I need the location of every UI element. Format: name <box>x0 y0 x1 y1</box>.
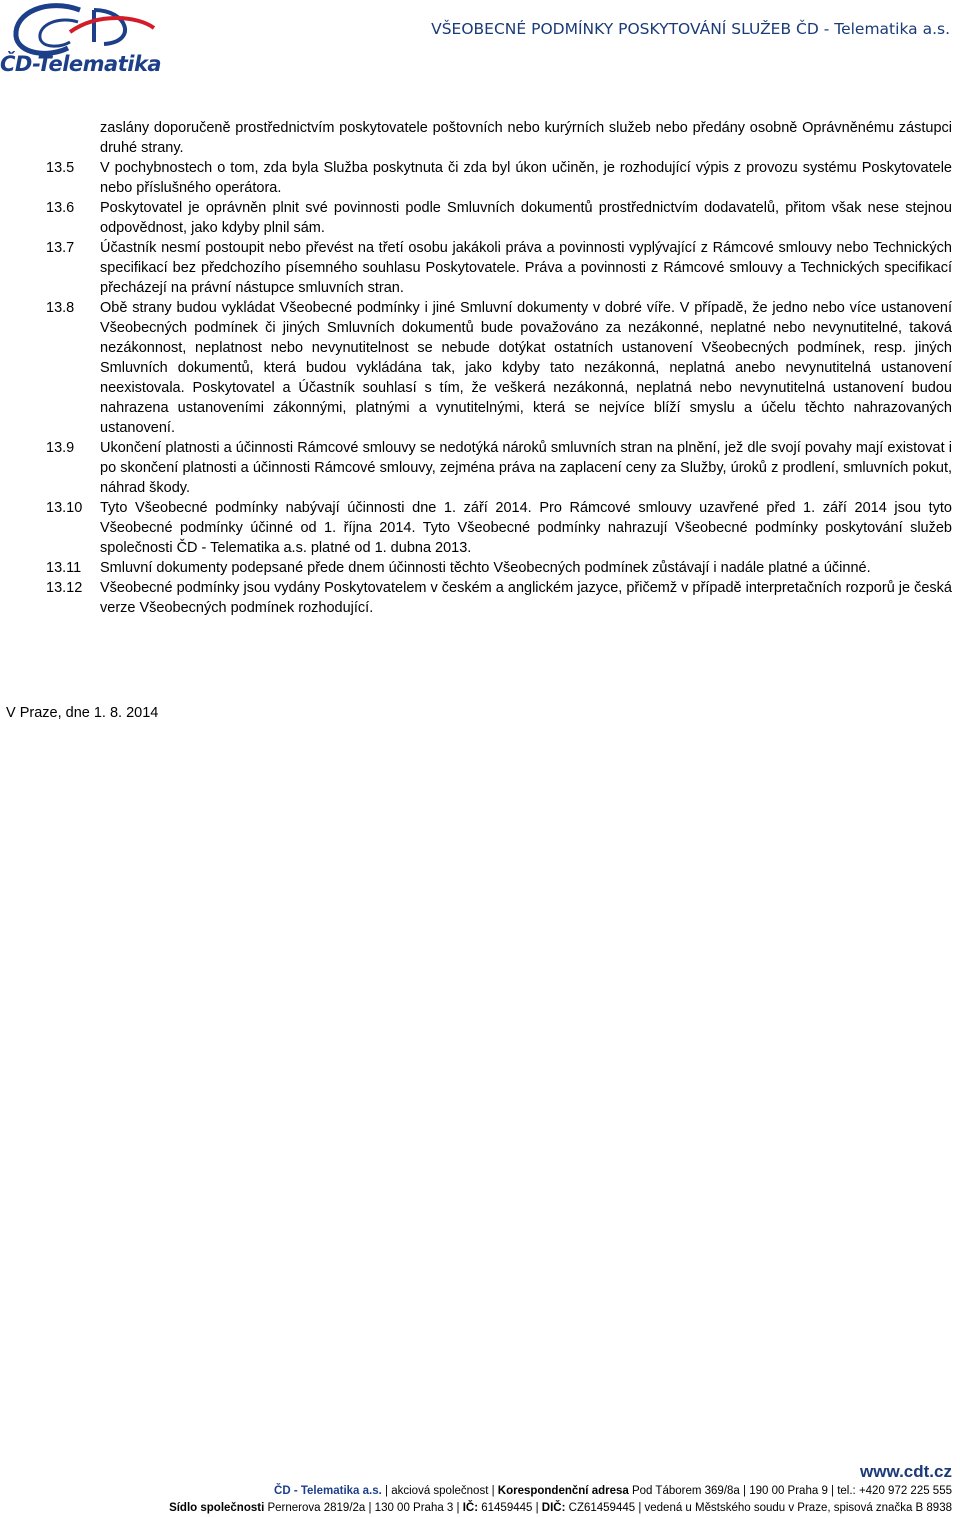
paragraph-number: 13.12 <box>46 580 83 596</box>
paragraph <box>46 118 952 158</box>
paragraph <box>46 238 952 298</box>
footer-company-name: ČD - Telematika a.s. <box>274 1485 382 1497</box>
paragraph-number: 13.7 <box>46 240 75 256</box>
page-footer <box>169 1461 952 1517</box>
paragraph <box>46 578 952 618</box>
paragraph-number: 13.5 <box>46 160 75 176</box>
footer-ic: 61459445 | <box>478 1502 542 1514</box>
paragraph <box>46 198 952 238</box>
paragraph <box>46 438 952 498</box>
document-header-title: VŠEOBECNÉ PODMÍNKY POSKYTOVÁNÍ SLUŽEB ČD - Telematika a.s. <box>431 20 950 38</box>
paragraph-text: Smluvní dokumenty podepsané přede dnem účinnosti těchto Všeobecných podmínek zůstávají i nadále platné a účinné. <box>100 560 871 576</box>
footer-ic-label: IČ: <box>462 1502 479 1514</box>
paragraph-text: Všeobecné podmínky jsou vydány Poskytovatelem v českém a anglickém jazyce, přičemž v případě interpretačních rozporů je česká verze Všeobecných podmínek rozhodující. <box>100 580 952 616</box>
document-body <box>46 118 952 618</box>
paragraph-number: 13.10 <box>46 500 83 516</box>
footer-dic-label: DIČ: <box>541 1502 566 1514</box>
footer-line-1 <box>169 1483 952 1500</box>
place-and-date: V Praze, dne 1. 8. 2014 <box>6 705 159 721</box>
paragraph <box>46 158 952 198</box>
company-logo <box>0 0 160 86</box>
paragraph-number: 13.8 <box>46 300 75 316</box>
footer-company-type: | akciová společnost | <box>381 1485 498 1497</box>
paragraph-text: Účastník nesmí postoupit nebo převést na třetí osobu jakákoli práva a povinnosti vyplývající z Rámcové smlouvy nebo Technických specifikací bez předchozího písemného souhlasu Poskytovatele. Práva a povinnosti z Rámcové smlouvy a Technických specifikací přecházejí na právní nástupce smluvních stran. <box>100 240 952 296</box>
logo-text: ČD-Telematika <box>0 52 162 76</box>
footer-seat: Pernerova 2819/2a | 130 00 Praha 3 | <box>264 1502 463 1514</box>
paragraph <box>46 298 952 438</box>
footer-line-2 <box>169 1500 952 1517</box>
paragraph-text: V pochybnostech o tom, zda byla Služba poskytnuta či zda byl úkon učiněn, je rozhodující výpis z provozu systému Poskytovatele nebo příslušného operátora. <box>100 160 952 196</box>
paragraph-text: zaslány doporučeně prostřednictvím poskytovatele poštovních nebo kurýrních služeb nebo předány osobně Oprávněnému zástupci druhé strany. <box>100 120 952 156</box>
paragraph-text: Obě strany budou vykládat Všeobecné podmínky i jiné Smluvní dokumenty v dobré víře. V případě, že jedno nebo více ustanovení Všeobecných podmínek či jiných Smluvních dokumentů bude považováno za nezákonné, neplatné nebo nevynutitelné, taková nezákonnost, neplatnost nebo nevynutitelnost se nebude dotýkat ostatních ustanovení Všeobecných podmínek, resp. jiných Smluvních dokumentů, která budou vykládána tak, jako kdyby tato nezákonná, neplatná anebo nevynutitelná ustanovení neexistovala. Poskytovatel a Účastník souhlasí s tím, že veškerá nezákonná, neplatná nebo nevynutitelná ustanovení budou nahrazena ustanoveními zákonnými, platnými a vynutitelnými, která se nejvíce blíží smyslu a účelu těchto nahrazovaných ustanovení. <box>100 300 952 436</box>
footer-seat-label: Sídlo společnosti <box>169 1502 265 1514</box>
footer-address-label: Korespondenční adresa <box>497 1485 629 1497</box>
footer-address: Pod Táborem 369/8a | 190 00 Praha 9 | tel.: +420 972 225 555 <box>628 1485 952 1497</box>
paragraph-text: Tyto Všeobecné podmínky nabývají účinnosti dne 1. září 2014. Pro Rámcové smlouvy uzavřené před 1. září 2014 jsou tyto Všeobecné podmínky účinné od 1. října 2014. Tyto Všeobecné podmínky nahrazují Všeobecné podmínky poskytování služeb společnosti ČD - Telematika a.s. platné od 1. dubna 2013. <box>100 500 952 556</box>
paragraph-number: 13.11 <box>46 560 82 576</box>
paragraph <box>46 498 952 558</box>
website-link[interactable]: www.cdt.cz <box>860 1462 952 1481</box>
paragraph-text: Ukončení platnosti a účinnosti Rámcové smlouvy se nedotýká nároků smluvních stran na plnění, jež dle svojí povahy mají existovat i po skončení platnosti a účinnosti Rámcové smlouvy, zejména práva na zaplacení ceny za Služby, úroků z prodlení, smluvních pokut, náhrad škody. <box>100 440 952 496</box>
paragraph-number: 13.9 <box>46 440 75 456</box>
paragraph <box>46 558 952 578</box>
paragraph-number: 13.6 <box>46 200 75 216</box>
footer-dic: CZ61459445 | vedená u Městského soudu v Praze, spisová značka B 8938 <box>565 1502 952 1514</box>
paragraph-text: Poskytovatel je oprávněn plnit své povinnosti podle Smluvních dokumentů prostřednictvím dodavatelů, přitom však nese stejnou odpovědnost, jako kdyby plnil sám. <box>100 200 952 236</box>
